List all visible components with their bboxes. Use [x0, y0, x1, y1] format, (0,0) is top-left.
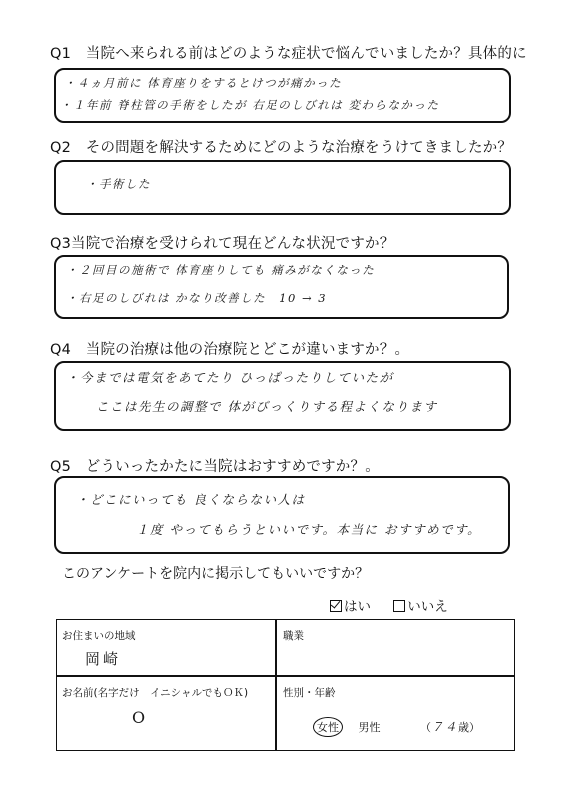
area-value: 岡崎 — [85, 650, 122, 668]
question-3-number: Q3 — [50, 236, 72, 252]
answer-2-line-1: ・手術した — [86, 177, 151, 191]
age-value: ７４ — [431, 720, 459, 734]
gender-female[interactable]: 女性 — [313, 717, 343, 737]
age-open: （ — [420, 721, 431, 734]
question-4-text: 当院の治療は他の治療院とどこが違いますか？。 — [85, 342, 410, 358]
table-divider-horizontal — [57, 675, 514, 677]
question-4 — [50, 338, 409, 359]
consent-yes-option[interactable] — [330, 595, 371, 615]
area-label: お住まいの地域 — [62, 630, 136, 642]
question-1 — [50, 42, 527, 63]
answer-1-line-1: ・４ヵ月前に 体育座りをするとけつが痛かった — [64, 76, 343, 90]
question-5-number: Q5 — [50, 459, 72, 475]
question-5 — [50, 455, 380, 476]
respondent-info-table — [56, 619, 515, 751]
gender-age-row — [313, 717, 480, 737]
consent-no-checkbox[interactable] — [393, 600, 405, 612]
answer-2-box — [54, 160, 511, 215]
question-1-number: Q1 — [50, 46, 72, 62]
consent-yes-label: はい — [344, 599, 371, 615]
job-label: 職業 — [283, 630, 304, 642]
question-3 — [50, 232, 394, 253]
question-2-text: その問題を解決するためにどのような治療をうけてきましたか？ — [85, 140, 513, 156]
answer-4-box — [54, 361, 511, 431]
question-3-text: 当院で治療を受けられて現在どんな状況ですか？ — [71, 236, 395, 252]
name-label: お名前(名字だけ イニシャルでもＯＫ) — [62, 687, 249, 699]
answer-3-line-1: ・２回目の施術で 体育座りしても 痛みがなくなった — [66, 263, 376, 277]
answer-5-line-1: ・どこにいっても 良くならない人は — [76, 492, 306, 507]
answer-5-box — [54, 476, 510, 554]
answer-4-line-1: ・今までは電気をあてたり ひっぱったりしていたが — [66, 370, 394, 385]
answer-3-line-2: ・右足のしびれは かなり改善した 10 → 3 — [66, 291, 328, 305]
consent-yes-checkbox[interactable] — [330, 600, 342, 612]
answer-5-line-2: １度 やってもらうといいです。本当に おすすめです。 — [136, 522, 482, 537]
gender-age-label: 性別・年齢 — [283, 687, 336, 699]
question-4-number: Q4 — [50, 342, 72, 358]
question-2 — [50, 136, 512, 157]
age-close: 歳） — [458, 721, 481, 734]
consent-options — [330, 595, 448, 615]
gender-male[interactable]: 男性 — [358, 721, 381, 734]
answer-1-line-2: ・１年前 脊柱管の手術をしたが 右足のしびれは 変わらなかった — [60, 98, 440, 112]
consent-no-label: いいえ — [407, 599, 448, 615]
name-value: O — [132, 708, 147, 727]
question-2-number: Q2 — [50, 140, 72, 156]
answer-3-box — [54, 255, 509, 319]
table-divider-vertical — [275, 620, 277, 750]
consent-question: このアンケートを院内に掲示してもいいですか？ — [62, 566, 370, 582]
answer-4-line-2: ここは先生の調整で 体がびっくりする程よくなります — [96, 399, 438, 414]
answer-1-box — [54, 68, 511, 123]
consent-no-option[interactable] — [393, 595, 448, 615]
question-1-text: 当院へ来られる前はどのような症状で悩んでいましたか？具体的に — [85, 46, 527, 62]
question-5-text: どういったかたに当院はおすすめですか？。 — [85, 459, 380, 475]
